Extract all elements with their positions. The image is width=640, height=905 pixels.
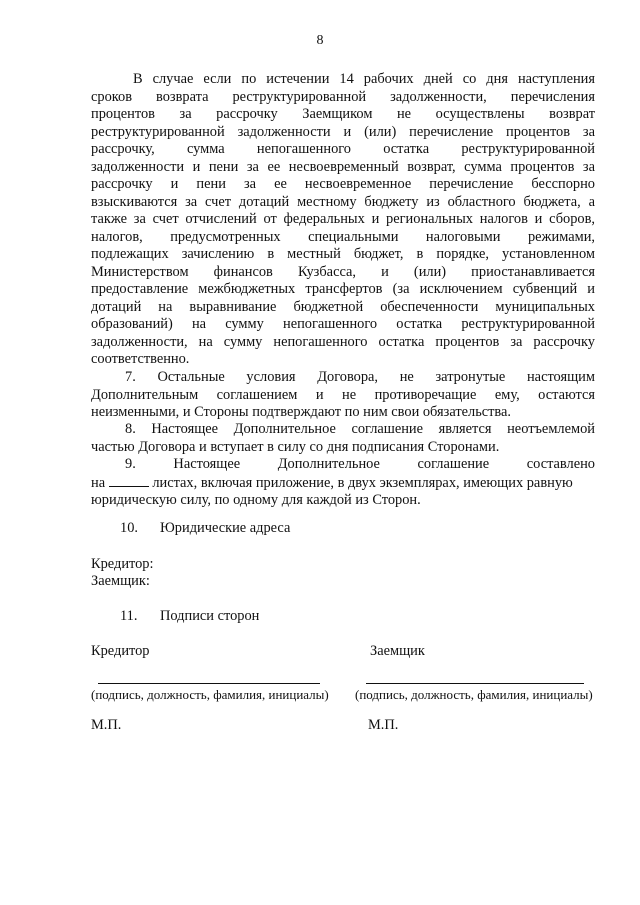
- text-line: предоставление межбюджетных трансфертов (за исключением субвенций и: [91, 281, 595, 297]
- text-line: юридическую силу, по одному для каждой из Сторон.: [91, 492, 421, 508]
- borrower-signature-line: [366, 683, 584, 684]
- text-line: Министерством финансов Кузбасса, и (или) приостанавливается: [91, 263, 595, 280]
- section-number: 10.: [120, 520, 138, 536]
- text-line: сроков возврата реструктурированной задолженности, перечисления: [91, 88, 595, 105]
- borrower-signature-label: Заемщик: [370, 643, 425, 659]
- text-line: соответственно.: [91, 351, 190, 367]
- text-line: В случае если по истечении 14 рабочих дней со дня наступления: [133, 71, 595, 87]
- text-line: рассрочку и пени за ее несвоевременное перечисление бесспорно: [91, 176, 595, 192]
- text-fragment: листах, включая приложение, в двух экземплярах, имеющих равную: [152, 474, 573, 491]
- text-line: дотаций на выравнивание бюджетной обеспеченности муниципальных: [91, 298, 595, 315]
- section-11-heading: [120, 608, 259, 625]
- text-line: 7. Остальные условия Договора, не затронутые настоящим: [125, 369, 595, 385]
- section-number: 11.: [120, 608, 138, 624]
- paragraph-8: [91, 421, 595, 456]
- paragraph-7: [91, 369, 595, 422]
- text-line: [91, 474, 595, 493]
- text-line: задолженности и пени за ее несвоевременный возврат, сумма процентов за: [91, 158, 595, 175]
- text-line: образований) на сумму непогашенного остатка реструктурированной: [91, 316, 595, 332]
- text-line: Дополнительным соглашением и не противоречащие ему, остаются: [91, 386, 595, 403]
- creditor-signature-caption: (подпись, должность, фамилия, инициалы): [91, 687, 329, 702]
- text-line: неизменными, и Стороны подтверждают по ним свои обязательства.: [91, 404, 512, 420]
- borrower-signature-caption: (подпись, должность, фамилия, инициалы): [355, 687, 593, 702]
- creditor-address-label: Кредитор:: [91, 556, 154, 572]
- creditor-stamp-label: М.П.: [91, 717, 122, 733]
- text-line: взыскиваются за счет дотаций местному бюджету из областного бюджета, а: [91, 193, 595, 210]
- sheet-count-blank: [109, 474, 149, 487]
- text-line: рассрочку, сумма непогашенного остатка реструктурированной: [91, 141, 595, 157]
- paragraph-9: [91, 456, 595, 510]
- text-line: 9. Настоящее Дополнительное соглашение составлено: [125, 456, 595, 472]
- text-line: частью Договора и вступает в силу со дня подписания Сторонами.: [91, 438, 500, 455]
- text-line: 8. Настоящее Дополнительное соглашение является неотъемлемой: [125, 421, 595, 437]
- paragraph-remedies: [91, 71, 595, 369]
- text-line: также за счет отчислений от федеральных и региональных налогов и сборов,: [91, 211, 595, 227]
- text-line: реструктурированной задолженности и (или) перечисление процентов за: [91, 123, 595, 140]
- section-title: Подписи сторон: [160, 608, 260, 624]
- text-line: подлежащих зачислению в местный бюджет, в порядке, установленном: [91, 246, 595, 262]
- text-line: процентов за рассрочку Заемщиком не осуществлены возврат: [91, 106, 595, 122]
- creditor-signature-line: [98, 683, 320, 684]
- text-fragment: на: [91, 474, 106, 491]
- section-10-heading: [120, 520, 290, 537]
- text-line: налогов, предусмотренных специальными налоговыми режимами,: [91, 228, 595, 245]
- page-number: 8: [316, 33, 324, 48]
- borrower-stamp-label: М.П.: [368, 717, 399, 733]
- section-title: Юридические адреса: [160, 520, 291, 536]
- text-line: задолженности, на сумму непогашенного остатка процентов за рассрочку: [91, 333, 595, 350]
- borrower-address-label: Заемщик:: [91, 573, 150, 589]
- creditor-signature-label: Кредитор: [91, 643, 150, 659]
